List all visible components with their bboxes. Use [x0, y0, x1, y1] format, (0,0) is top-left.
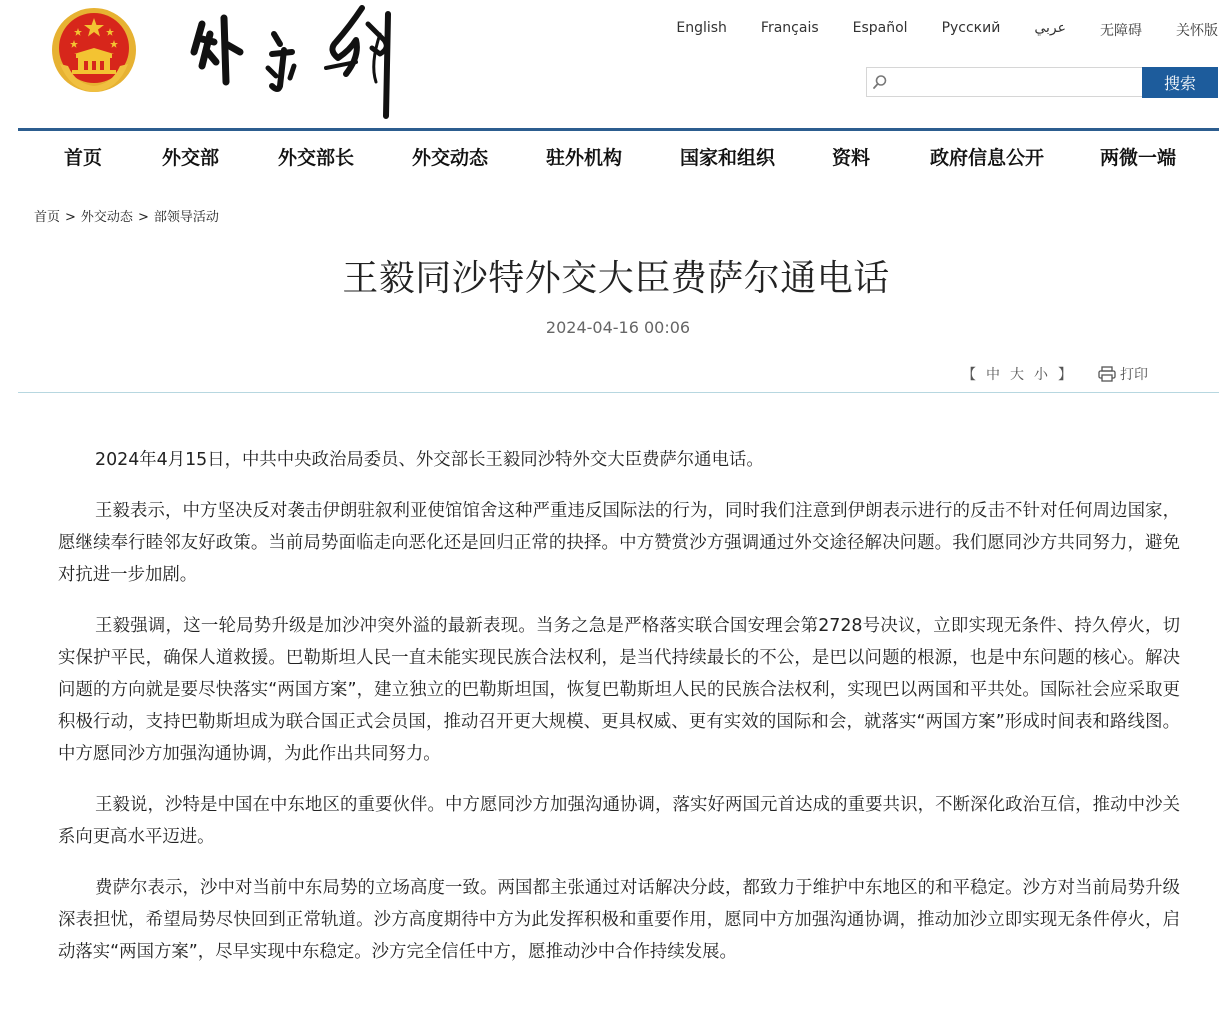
article-divider: [18, 392, 1219, 393]
lang-french-link[interactable]: Français: [760, 20, 819, 36]
search-button[interactable]: 搜索: [1142, 67, 1218, 98]
lang-arabic-link[interactable]: عربي: [1034, 20, 1066, 36]
mfa-calligraphy-logo[interactable]: [180, 4, 408, 120]
search-box: [866, 67, 1218, 99]
nav-item-countries-orgs[interactable]: 国家和组织: [680, 147, 776, 169]
article-paragraph: 2024年4月15日，中共中央政治局委员、外交部长王毅同沙特外交大臣费萨尔通电话。: [95, 450, 764, 470]
lang-english-link[interactable]: English: [676, 20, 727, 36]
print-label: 打印: [1120, 367, 1148, 383]
nav-item-ministry[interactable]: 外交部: [162, 147, 220, 169]
article-body: [58, 444, 1180, 987]
nav-item-missions-abroad[interactable]: 驻外机构: [546, 147, 623, 169]
language-bar: [676, 20, 1218, 40]
article-paragraph: 王毅强调，这一轮局势升级是加沙冲突外溢的最新表现。当务之急是严格落实联合国安理会第2728号决议，立即实现无条件、持久停火，切实保护平民，确保人道救援。巴勒斯坦人民一直未能实现民族合法权利，是当代持续最长的不公，是巴以问题的根源，也是中东问题的核心。解决问题的方向就是要尽快落实“两国方案”，建立独立的巴勒斯坦国，恢复巴勒斯坦人民的民族合法权利，实现巴以两国和平共处。国际社会应采取更积极行动，支持巴勒斯坦成为联合国正式会员国，推动召开更大规模、更具权威、更有实效的国际和会，就落实“两国方案”形成时间表和路线图。中方愿同沙方加强沟通协调，为此作出共同努力。: [58, 616, 1180, 764]
nav-item-home[interactable]: 首页: [64, 147, 103, 169]
nav-item-gov-info[interactable]: 政府信息公开: [930, 147, 1045, 169]
printer-icon: [1098, 366, 1116, 382]
national-emblem-logo[interactable]: [50, 4, 138, 96]
breadcrumb-leaders-activities[interactable]: 部领导活动: [153, 210, 219, 225]
header-divider: [18, 128, 1219, 131]
main-nav: [0, 143, 1232, 171]
breadcrumb-home[interactable]: 首页: [34, 210, 61, 225]
article-paragraph: 费萨尔表示，沙中对当前中东局势的立场高度一致。两国都主张通过对话解决分歧，都致力于维护中东地区的和平稳定。沙方对当前局势升级深表担忧，希望局势尽快回到正常轨道。沙方高度期待中方为此发挥积极和重要作用，愿同中方加强沟通协调，推动加沙立即实现无条件停火，启动落实“两国方案”，尽早实现中东稳定。沙方完全信任中方，愿推动沙中合作持续发展。: [58, 878, 1180, 962]
font-size-small-button[interactable]: 小: [1034, 367, 1048, 383]
bracket-close: 】: [1058, 367, 1072, 383]
breadcrumb-separator: >: [137, 210, 149, 225]
nav-item-minister[interactable]: 外交部长: [278, 147, 355, 169]
font-size-medium-button[interactable]: 中: [986, 367, 1000, 383]
elderly-care-version-link[interactable]: 关怀版: [1176, 23, 1218, 39]
breadcrumb-separator: >: [65, 210, 76, 225]
accessibility-link[interactable]: 无障碍: [1100, 23, 1142, 39]
breadcrumb-diplomatic-news[interactable]: 外交动态: [80, 210, 133, 225]
search-input[interactable]: [866, 67, 1142, 97]
bracket-open: 【: [962, 367, 976, 383]
nav-item-social-media[interactable]: 两微一端: [1100, 147, 1177, 169]
font-size-control: [962, 364, 1082, 384]
page-title: 王毅同沙特外交大臣费萨尔通电话: [342, 258, 890, 299]
article-paragraph: 王毅说，沙特是中国在中东地区的重要伙伴。中方愿同沙方加强沟通协调，落实好两国元首达成的重要共识，不断深化政治互信，推动中沙关系向更高水平迈进。: [58, 795, 1180, 847]
search-icon: [872, 74, 888, 90]
nav-item-diplomatic-news[interactable]: 外交动态: [412, 147, 489, 169]
lang-spanish-link[interactable]: Español: [852, 20, 908, 36]
publish-date: 2024-04-16 00:06: [545, 318, 691, 337]
breadcrumb: [34, 206, 219, 225]
nav-item-resources[interactable]: 资料: [832, 147, 871, 169]
font-size-large-button[interactable]: 大: [1010, 367, 1024, 383]
lang-russian-link[interactable]: Русский: [941, 20, 1001, 36]
print-button[interactable]: [1098, 364, 1148, 384]
article-paragraph: 王毅表示，中方坚决反对袭击伊朗驻叙利亚使馆馆舍这种严重违反国际法的行为，同时我们注意到伊朗表示进行的反击不针对任何周边国家，愿继续奉行睦邻友好政策。当前局势面临走向恶化还是回归正常的抉择。中方赞赏沙方强调通过外交途径解决问题。我们愿同沙方共同努力，避免对抗进一步加剧。: [58, 501, 1180, 585]
